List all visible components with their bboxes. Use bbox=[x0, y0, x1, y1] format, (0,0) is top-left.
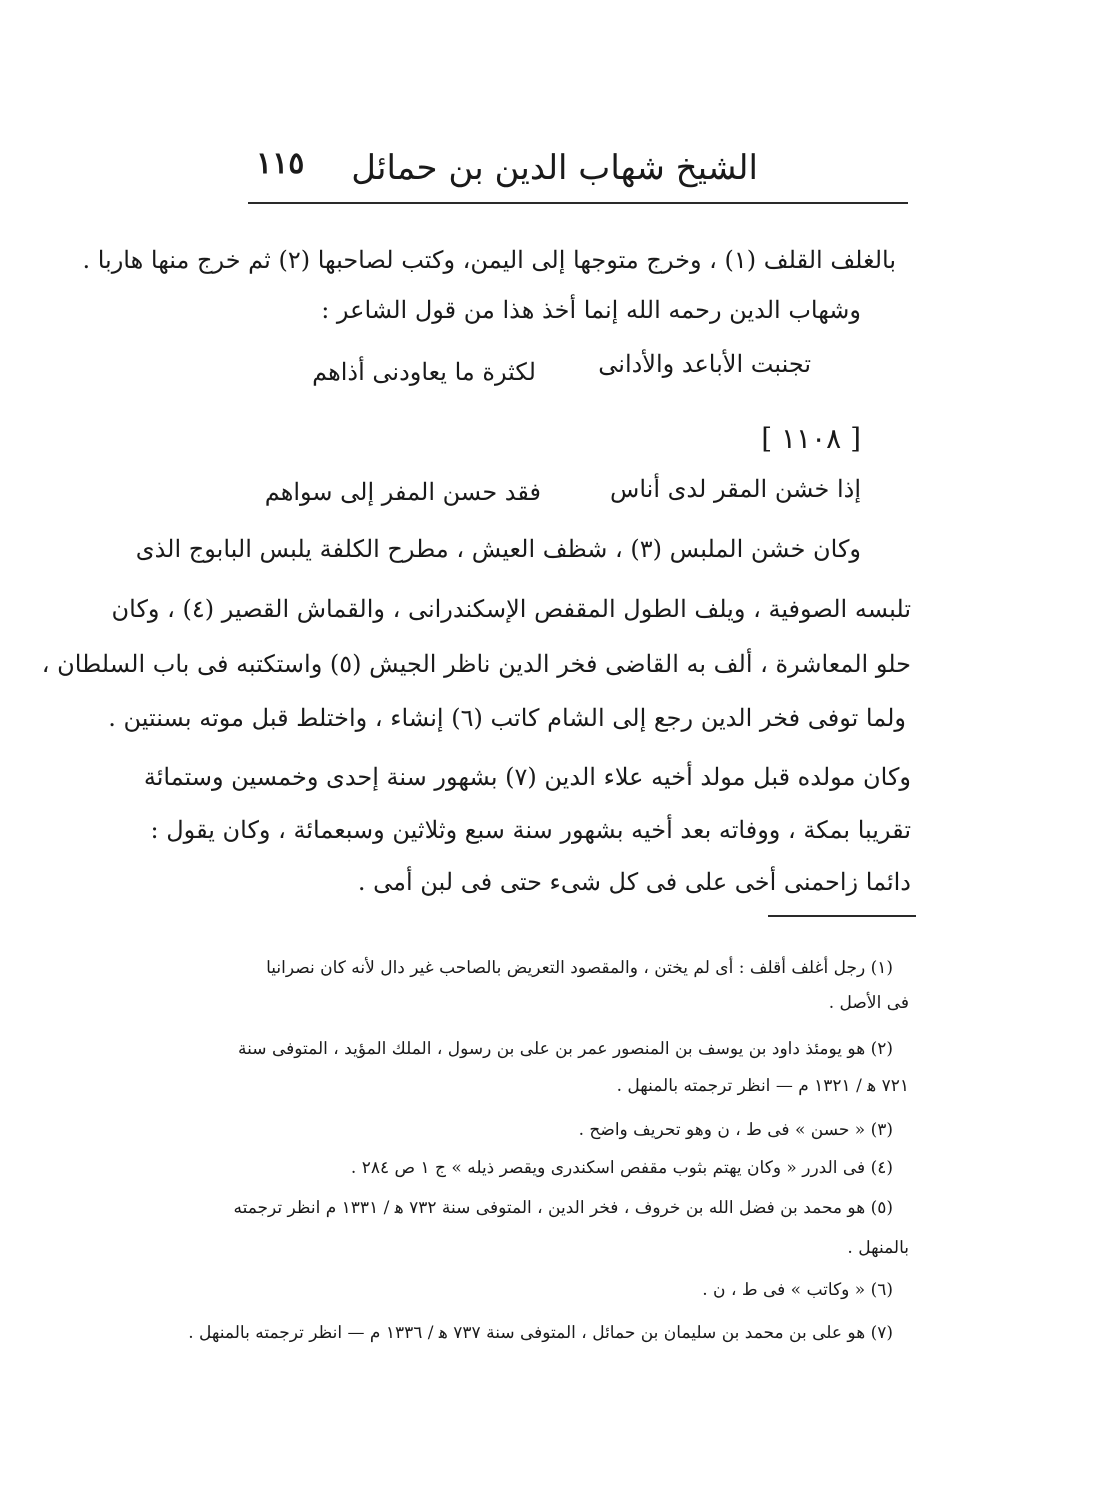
footnote-line: (٢) هو يومئذ داود بن يوسف بن المنصور عمر بن على بن رسول ، الملك المؤيد ، المتوفى سنة bbox=[238, 1039, 893, 1059]
footnote-line: بالمنهل . bbox=[847, 1238, 909, 1258]
body-line: دائما زاحمنى أخى على فى كل شىء حتى فى لبن أمى . bbox=[357, 868, 911, 896]
poem-hemistich-first: إذا خشن المقر لدى أناس bbox=[610, 475, 861, 503]
body-line: وكان خشن الملبس (٣) ، شظف العيش ، مطرح الكلفة يلبس البابوج الذى bbox=[135, 535, 861, 563]
body-line: تقريبا بمكة ، ووفاته بعد أخيه بشهور سنة سبع وثلاثين وسبعمائة ، وكان يقول : bbox=[150, 816, 911, 844]
page-number: ١١٥ bbox=[256, 146, 305, 181]
body-line: ولما توفى فخر الدين رجع إلى الشام كاتب (٦) إنشاء ، واختلط قبل موته بسنتين . bbox=[108, 704, 906, 732]
body-line: حلو المعاشرة ، ألف به القاضى فخر الدين ناظر الجيش (٥) واستكتبه فى باب السلطان ، bbox=[41, 650, 911, 678]
body-line: بالغلف القلف (١) ، وخرج متوجها إلى اليمن، وكتب لصاحبها (٢) ثم خرج منها هاربا . bbox=[82, 246, 896, 274]
footnote-line: فى الأصل . bbox=[828, 993, 909, 1013]
footnote-line: (٧) هو على بن محمد بن سليمان بن حمائل ، المتوفى سنة ٧٣٧ ﻫ / ١٣٣٦ م — انظر ترجمته بالمنهل . bbox=[188, 1323, 893, 1343]
poem-hemistich-second: لكثرة ما يعاودنى أذاهم bbox=[312, 358, 536, 386]
running-title: الشيخ شهاب الدين بن حمائل bbox=[351, 148, 758, 188]
footnote-line: (٦) « وكاتب » فى ط ، ن . bbox=[702, 1280, 893, 1300]
footnote-line: (٤) فى الدرر « وكان يهتم بثوب مقفص اسكندرى ويقصر ذيله » ج ١ ص ٢٨٤ . bbox=[350, 1158, 893, 1178]
body-line: وشهاب الدين رحمه الله إنما أخذ هذا من قول الشاعر : bbox=[321, 296, 861, 324]
footnote-line: (٣) « حسن » فى ط ، ن وهو تحريف واضح . bbox=[578, 1120, 893, 1140]
poem-number-marker: [ ١١٠٨ ] bbox=[761, 422, 861, 455]
poem-hemistich-first: تجنبت الأباعد والأدانى bbox=[598, 350, 811, 378]
running-header bbox=[248, 140, 908, 204]
footnote-line: (١) رجل أغلف أقلف : أى لم يختن ، والمقصود التعريض بالصاحب غير دال لأنه كان نصرانيا bbox=[266, 958, 893, 978]
footnote-separator bbox=[768, 915, 916, 917]
body-line: وكان مولده قبل مولد أخيه علاء الدين (٧) بشهور سنة إحدى وخمسين وستمائة bbox=[143, 763, 911, 791]
footnote-line: ٧٢١ ﻫ / ١٣٢١ م — انظر ترجمته بالمنهل . bbox=[616, 1076, 909, 1096]
poem-hemistich-second: فقد حسن المفر إلى سواهم bbox=[264, 478, 541, 506]
body-line: تلبسه الصوفية ، ويلف الطول المقفص الإسكندرانى ، والقماش القصير (٤) ، وكان bbox=[111, 595, 911, 623]
footnote-line: (٥) هو محمد بن فضل الله بن خروف ، فخر الدين ، المتوفى سنة ٧٣٢ ﻫ / ١٣٣١ م انظر ترجمته bbox=[233, 1198, 893, 1218]
